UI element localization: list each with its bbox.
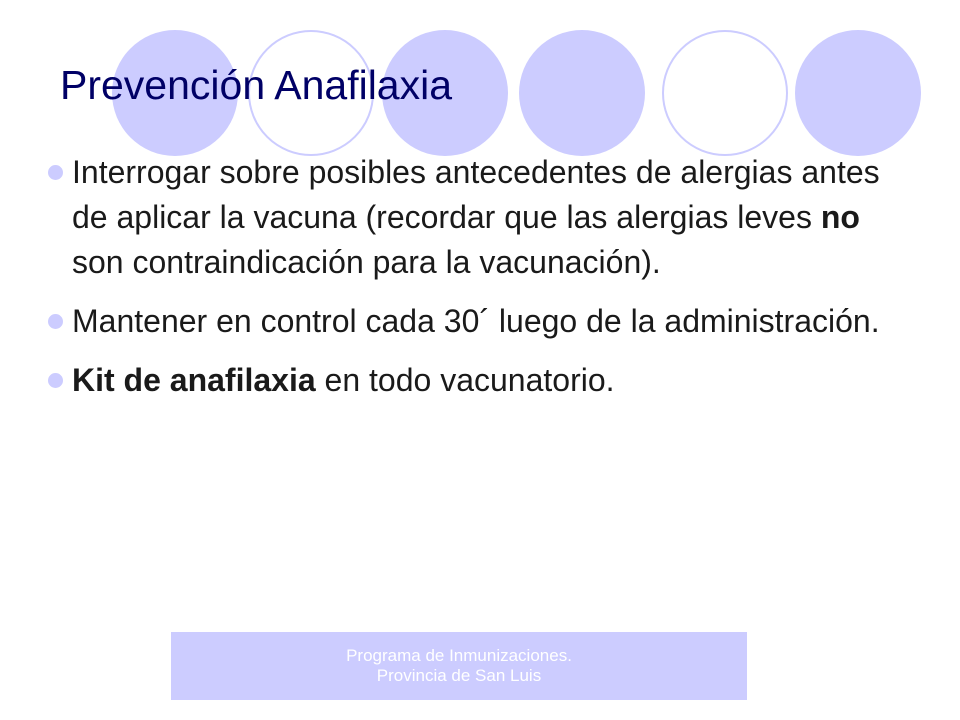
bullet-dot-icon: [48, 373, 63, 388]
bullet-item-allergy-history: [48, 150, 908, 285]
footer-line-program: Programa de Inmunizaciones.: [346, 646, 572, 665]
bullet-emphasis: Kit de anafilaxia: [72, 362, 316, 398]
bullet-list: [48, 150, 908, 417]
bullet-text: Interrogar sobre posibles antecedentes de alergias antes de aplicar la vacuna (recordar que las alergias leves: [72, 154, 880, 235]
slide-title: Prevención Anafilaxia: [60, 62, 453, 108]
decor-circle-filled-3: [519, 30, 645, 156]
bullet-dot-icon: [48, 314, 63, 329]
decor-circle-filled-4: [795, 30, 921, 156]
bullet-text: Mantener en control cada 30´ luego de la administración.: [72, 303, 880, 339]
bullet-text: en todo vacunatorio.: [315, 362, 615, 398]
bullet-item-anaphylaxis-kit: [48, 358, 908, 403]
bullet-text: son contraindicación para la vacunación).: [72, 244, 661, 280]
decor-circle-outline-2: [662, 30, 788, 156]
bullet-dot-icon: [48, 165, 63, 180]
bullet-emphasis: no: [820, 199, 860, 235]
footer-line-province: Provincia de San Luis: [376, 666, 542, 685]
bullet-item-observation: [48, 299, 908, 344]
footer-box: [171, 632, 747, 700]
